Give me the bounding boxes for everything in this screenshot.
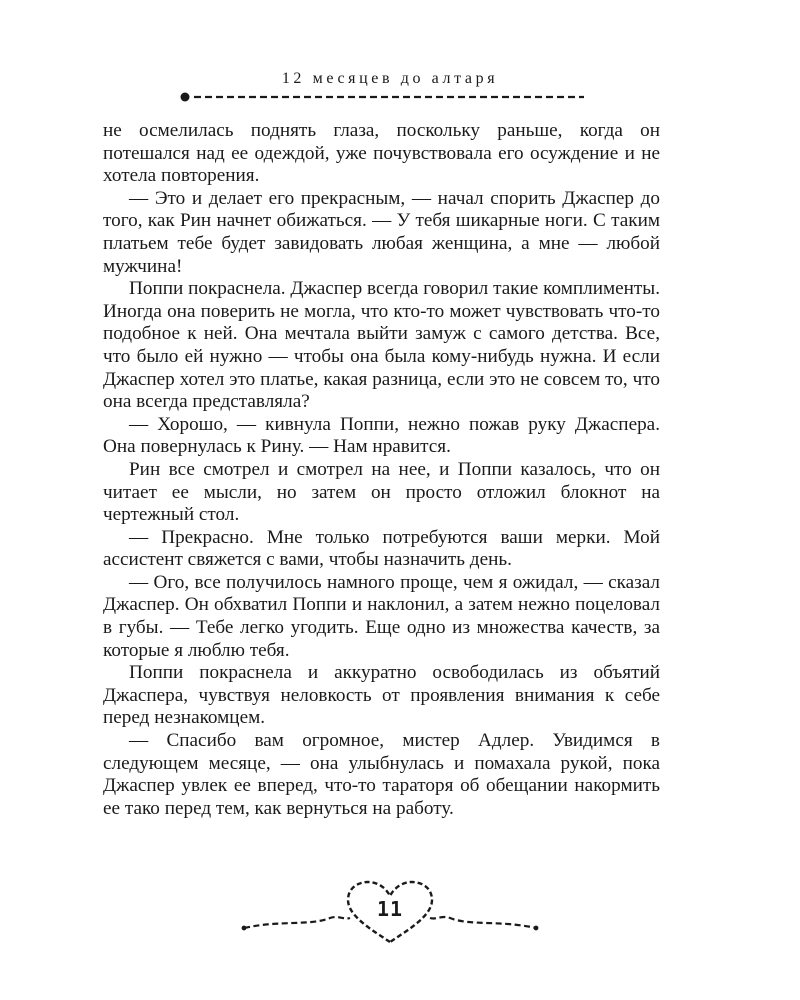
- header-dashed-rule: [178, 90, 588, 104]
- paragraph: — Ого, все получилось намного проще, чем я ожидал, — сказал Джаспер. Он обхватил Поппи и наклонил, а затем нежно поцеловал в губы. — Тебе легко угодить. Еще одно из множества качеств, за которые я люблю тебя.: [103, 571, 660, 661]
- paragraph: — Спасибо вам огромное, мистер Адлер. Увидимся в следующем месяце, — она улыбнулась и помахала рукой, пока Джаспер увлек ее вперед, что-то тараторя об обещании накормить ее тако перед тем, как вернуться на работу.: [103, 730, 660, 819]
- paragraph: Поппи покраснела и аккуратно освободилась из объятий Джаспера, чувствуя неловкость от проявления внимания к себе перед незнакомцем.: [103, 662, 660, 729]
- rule-dot: [181, 93, 190, 102]
- right-swirl-line: [430, 917, 536, 928]
- body-text: [103, 120, 660, 820]
- paragraph: Рин все смотрел и смотрел на нее, и Поппи казалось, что он читает ее мысли, но затем он просто отложил блокнот на чертежный стол.: [103, 458, 660, 526]
- left-swirl-dot: [242, 926, 247, 931]
- paragraph: — Это и делает его прекрасным, — начал спорить Джаспер до того, как Рин начнет обижаться. — У тебя шикарные ноги. С таким платьем тебе будет завидовать любая женщина, а мне — любой мужчина!: [103, 187, 660, 277]
- page-number: 11: [376, 897, 404, 921]
- running-title: 12 месяцев до алтаря: [281, 70, 499, 87]
- paragraph: не осмелилась поднять глаза, поскольку раньше, когда он потешался над ее одеждой, уже почувствовала его осуждение и не хотела повторения.: [103, 120, 660, 187]
- paragraph: Поппи покраснела. Джаспер всегда говорил такие комплименты. Иногда она поверить не могла, что кто-то может чувствовать что-то подобное к ней. Она мечтала выйти замуж с самого детства. Все, что было ей нужно — чтобы она была кому-нибудь нужна. И если Джаспер хотел это платье, какая разница, если это не совсем то, что она всегда представляла?: [103, 278, 660, 413]
- left-swirl-line: [244, 917, 350, 928]
- right-swirl-dot: [534, 926, 539, 931]
- paragraph: — Прекрасно. Мне только потребуются ваши мерки. Мой ассистент свяжется с вами, чтобы назначить день.: [103, 526, 660, 571]
- paragraph: — Хорошо, — кивнула Поппи, нежно пожав руку Джаспера. Она повернулась к Рину. — Нам нравится.: [103, 413, 660, 458]
